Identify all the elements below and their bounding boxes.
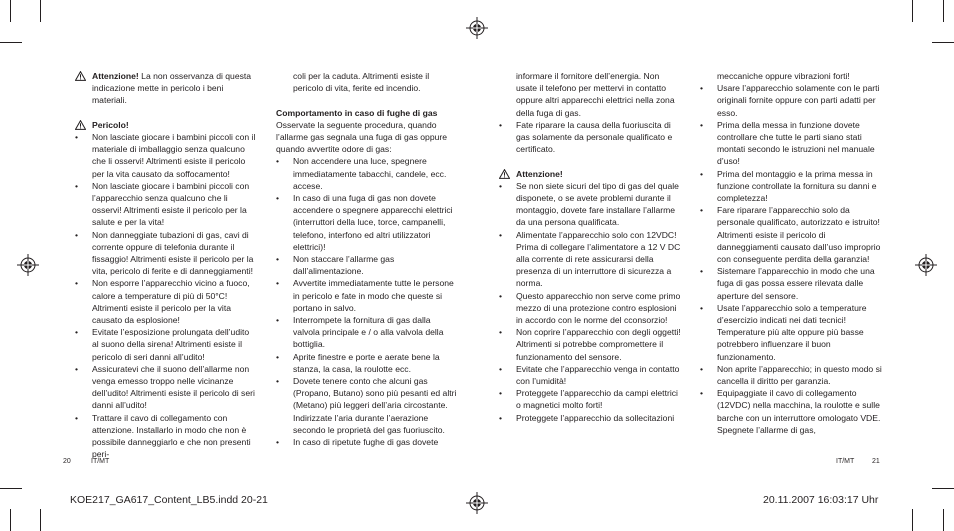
list-item (276, 375, 458, 436)
list-item (700, 82, 882, 119)
registration-mark-left (17, 254, 39, 276)
warning-lead: Attenzione! (92, 71, 139, 81)
column-2 (276, 70, 458, 448)
crop-mark (912, 0, 913, 22)
crop-mark (912, 509, 913, 531)
list-item (276, 314, 458, 351)
bullet-icon: • (700, 266, 704, 277)
list-item-text: Prima del montaggio e la prima messa in funzione controllate la fornitura su danni e completezza! (717, 168, 877, 204)
warning-lead: Pericolo! (92, 119, 129, 130)
registration-mark-bottom (466, 492, 488, 514)
paragraph: informare il fornitore dell’energia. Non usate il telefono per mettervi in contatto oppure altri apparecchi elettrici nella zona della fuga di gas. (516, 71, 675, 118)
bullet-icon: • (700, 205, 704, 216)
list-item-text: Prima della messa in funzione dovete controllare che tutte le parti siano stati montati secondo le istruzioni nel manuale d’uso! (717, 119, 875, 167)
warning-block (75, 70, 257, 107)
list-item (75, 180, 257, 229)
list-item-text: Alimentate l’apparecchio solo con 12VDC! Prima di collegare l’alimentatore a 12 V DC alla corrente di rete assicurarsi della presenza di un interruttore di sicurezza a norma. (516, 229, 681, 289)
bullet-icon: • (276, 254, 280, 265)
warning-block (499, 168, 681, 180)
crop-mark (0, 42, 22, 43)
bullet-icon: • (276, 437, 280, 448)
list-item-text: Proteggete l’apparecchio da sollecitazioni (516, 412, 675, 423)
bullet-icon: • (75, 278, 79, 289)
bullet-icon: • (499, 119, 503, 130)
footer-timestamp: 20.11.2007 16:03:17 Uhr (763, 494, 879, 506)
list-item-text: Trattare il cavo di collegamento con attenzione. Installarlo in modo che non è possibile danneggiarlo e che non presenti peri- (92, 412, 251, 460)
bullet-icon: • (499, 363, 503, 374)
list-item-text: In caso di ripetute fughe di gas dovete (293, 437, 439, 448)
paragraph: Osservate la seguente procedura, quando l’allarme gas segnala una fuga di gas oppure quando avvertite odore di gas: (276, 119, 448, 155)
list-item (499, 119, 681, 156)
list-item-text: In caso di una fuga di gas non dovete accendere o spegnere apparecchi elettrici (interruttori della luce, torce, campanelli, telefono, interfono ed altri utilizzatori elettrici)! (293, 193, 453, 252)
list-item (499, 229, 681, 290)
list-item-text: Usare l’apparecchio solamente con le parti originali fornite oppure con parti adatti per esso. (717, 83, 880, 118)
bullet-icon: • (75, 327, 79, 338)
list-item (75, 326, 257, 363)
bullet-icon: • (700, 388, 704, 399)
list-item-text: Non accendere una luce, spegnere immediatamente tabacchi, candele, ecc. accese. (293, 156, 447, 191)
list-item (75, 229, 257, 278)
page-number-right: 21 (872, 458, 880, 465)
list-item-text: Non lasciate giocare i bambini piccoli con il materiale di imballaggio senza qualcuno che li osservi! Altrimenti esiste il pericolo per la vita causato da soffocamento! (92, 132, 256, 179)
list-item (499, 387, 681, 411)
page-code-left: IT/MT (91, 458, 110, 465)
bullet-icon: • (75, 412, 79, 423)
bullet-icon: • (499, 290, 503, 301)
bullet-icon: • (700, 302, 704, 313)
bullet-icon: • (276, 278, 280, 289)
list-item (276, 351, 458, 375)
list-item-text: Questo apparecchio non serve come primo mezzo di una protezione contro esplosioni in accordo con le norme del cconsorzio! (516, 290, 681, 326)
list-item (499, 326, 681, 363)
list-item (75, 131, 257, 180)
list-item-text: Interrompete la fornitura di gas dalla valvola principale e / o alla valvola della bottiglia. (293, 315, 444, 350)
crop-mark (10, 509, 11, 531)
list-item-text: Evitate l’esposizione prolungata dell’udito al suono della sirena! Altrimenti esiste il pericolo di seri danni all’udito! (92, 327, 250, 362)
list-item-text: Fate riparare la causa della fuoriuscita di gas solamente da personale qualificato e certificato. (516, 119, 673, 155)
footer-filename: KOE217_GA617_Content_LB5.indd 20-21 (70, 494, 268, 506)
list-item-text: Non esporre l’apparecchio vicino a fuoco, calore a temperature di più di 50°C! Altrimenti esiste il pericolo per la vita causato da esplosione! (92, 278, 250, 326)
bullet-icon: • (75, 180, 79, 191)
paragraph: meccaniche oppure vibrazioni forti! (717, 71, 850, 81)
list-item (700, 204, 882, 265)
crop-mark (943, 509, 944, 531)
list-item-text: Assicuratevi che il suono dell’allarme non venga emesso troppo nelle vicinanze dell’udito! Altrimenti esiste il pericolo di seri danni all’udito! (92, 363, 255, 411)
list-item-text: Se non siete sicuri del tipo di gas del quale disponete, o se avete problemi durante il montaggio, dovete fare installare l’allarme da una persona qualificata. (516, 180, 679, 228)
bullet-icon: • (75, 363, 79, 374)
list-item (700, 302, 882, 363)
list-item (499, 363, 681, 387)
list-item (499, 412, 681, 424)
bullet-icon: • (700, 363, 704, 374)
bullet-icon: • (499, 388, 503, 399)
warning-lead: Attenzione! (516, 168, 563, 179)
list-item-text: Avvertite immediatamente tutte le persone in pericolo e fate in modo che queste si portano in salvo. (293, 278, 454, 313)
section-heading: Comportamento in caso di fughe di gas (276, 107, 438, 118)
list-item-text: Sistemare l’apparecchio in modo che una fuga di gas possa essere rilevata dalle aperture del sensore. (717, 266, 875, 301)
crop-mark (10, 0, 11, 22)
registration-mark-top (466, 17, 488, 39)
bullet-icon: • (276, 376, 280, 387)
list-item-text: Dovete tenere conto che alcuni gas (Propano, Butano) sono più pesanti ed altri (Metano) più leggeri dell’aria circostante. Indirizzate l’aria durante l’aerazione secondo le proprietà del gas fuoriuscito. (293, 376, 457, 435)
column-3 (499, 70, 681, 424)
list-item-text: Non aprite l’apparecchio; in questo modo si cancella il diritto per garanzia. (717, 363, 882, 387)
page-number-left: 20 (63, 458, 71, 465)
list-item-text: Equipaggiate il cavo di collegamento (12VDC) nella macchina, la roulotte e sulle barche con un interruttore omologato VDE. Spegnete l’allarme di gas, (717, 388, 881, 435)
warning-block (75, 119, 257, 131)
column-4 (700, 70, 882, 436)
paragraph: coli per la caduta. Altrimenti esiste il pericolo di vita, ferite ed incendio. (293, 71, 430, 94)
list-item (700, 387, 882, 436)
crop-mark (40, 509, 41, 531)
list-item-text: Usate l’apparecchio solo a temperature d’esercizio indicati nei dati tecnici! Temperature più alte oppure più basse potrebbero influenzare il buon funzionamento. (717, 302, 867, 362)
bullet-icon: • (499, 412, 503, 423)
bullet-icon: • (276, 156, 280, 167)
spacer (276, 94, 458, 106)
column-1 (75, 70, 257, 460)
bullet-icon: • (499, 229, 503, 240)
crop-mark (0, 488, 22, 489)
list-item-text: Non staccare l’allarme gas dall’alimentazione. (293, 254, 395, 277)
list-item-text: Evitate che l’apparecchio venga in contatto con l’umidità! (516, 363, 680, 387)
bullet-icon: • (499, 327, 503, 338)
bullet-icon: • (75, 132, 79, 142)
list-item (276, 436, 458, 448)
list-item-text: Non lasciate giocare i bambini piccoli con l’apparecchio senza qualcuno che li osservi! Altrimenti esiste il pericolo per la salute e per la vita! (92, 180, 250, 228)
crop-mark (40, 0, 41, 22)
list-item (700, 168, 882, 205)
page-code-right: IT/MT (836, 458, 855, 465)
list-item (75, 412, 257, 461)
crop-mark (932, 488, 954, 489)
list-item-text: Non danneggiate tubazioni di gas, cavi di corrente oppure di telefonia durante il fissaggio! Altrimenti esiste il pericolo per la vita, pericolo di ferite e di danneggiamenti! (92, 229, 254, 277)
list-item (700, 265, 882, 302)
list-item (276, 192, 458, 253)
list-item (499, 290, 681, 327)
list-item (75, 363, 257, 412)
bullet-icon: • (276, 193, 280, 204)
bullet-icon: • (700, 119, 704, 130)
list-item (75, 277, 257, 326)
list-item (499, 180, 681, 229)
bullet-icon: • (700, 168, 704, 179)
crop-mark (932, 42, 954, 43)
bullet-icon: • (499, 180, 503, 191)
list-item (276, 155, 458, 192)
list-item (700, 363, 882, 387)
warning-text: La non osservanza di questa indicazione mette in pericolo i beni materiali. (92, 71, 252, 106)
bullet-icon: • (276, 351, 280, 362)
list-item-text: Fare riparare l’apparecchio solo da personale qualificato, autorizzato e istruito! Altrimenti esiste il pericolo di danneggiamenti causato dall’uso improprio con conseguente perdita della garanzia! (717, 205, 881, 265)
list-item-text: Aprite finestre e porte e aerate bene la stanza, la casa, la roulotte ecc. (293, 351, 440, 374)
list-item (276, 253, 458, 277)
list-item (700, 119, 882, 168)
spacer (75, 107, 257, 119)
list-item (276, 277, 458, 314)
registration-mark-right (915, 254, 937, 276)
list-item-text: Non coprire l’apparecchio con degli oggetti! Altrimenti si potrebbe compromettere il funzionamento del sensore. (516, 327, 681, 362)
bullet-icon: • (700, 83, 704, 94)
crop-mark (943, 0, 944, 22)
bullet-icon: • (276, 315, 280, 326)
list-item-text: Proteggete l’apparecchio da campi elettrici o magnetici molto forti! (516, 388, 678, 411)
bullet-icon: • (75, 229, 79, 240)
spacer (499, 155, 681, 167)
